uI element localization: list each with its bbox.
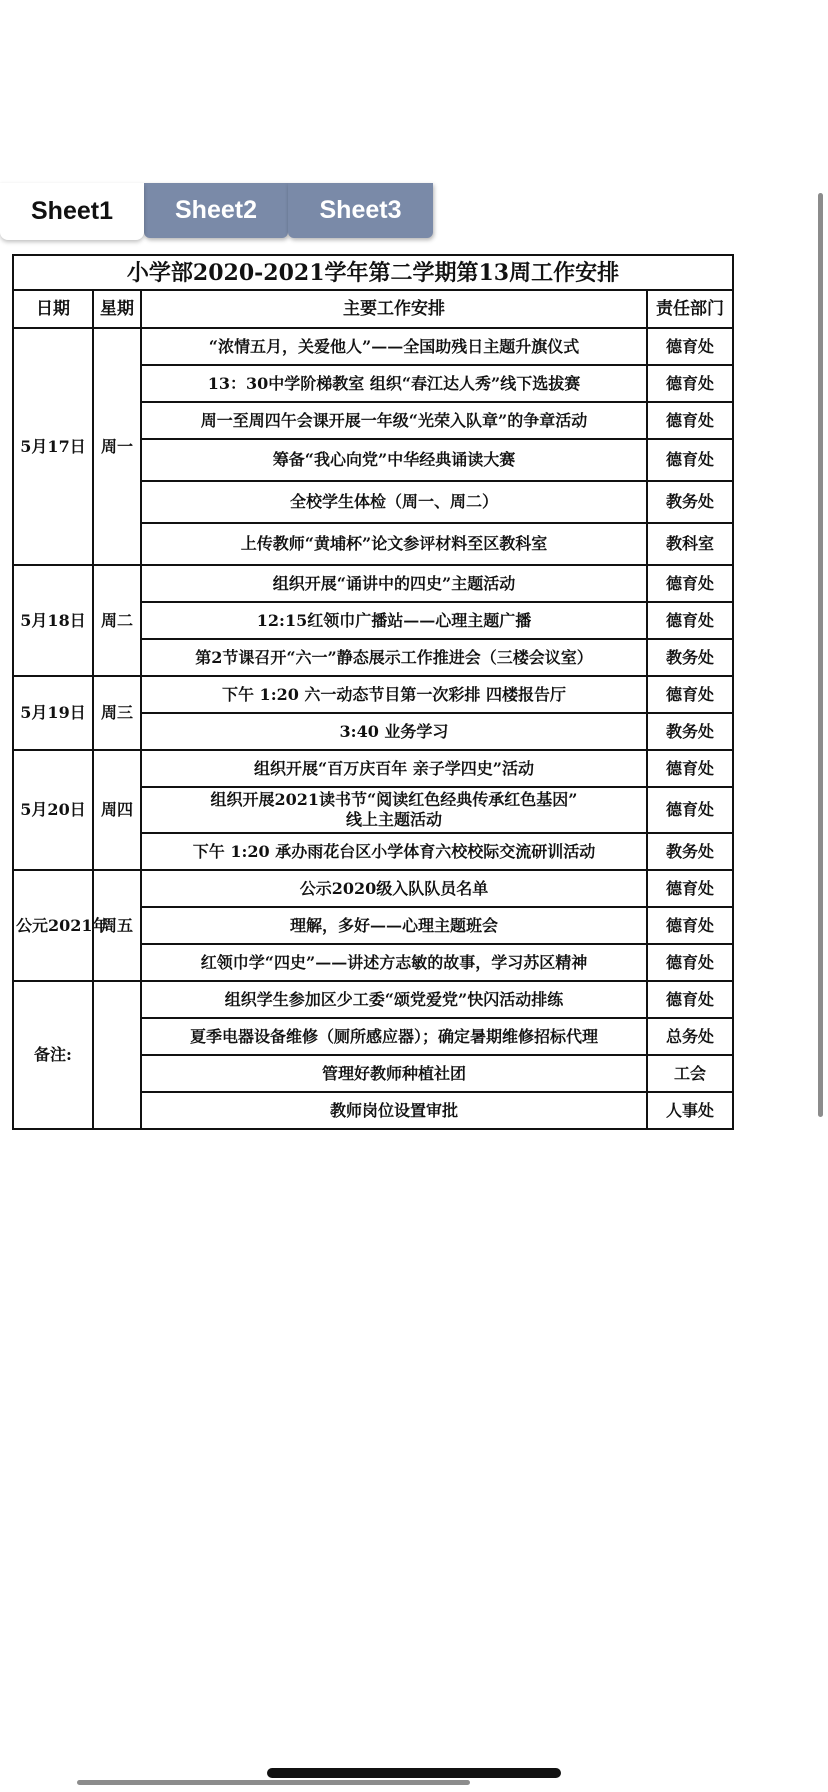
task-text: 红领巾学“四史”——讲述方志敏的故事，学习苏区精神 [200,952,588,972]
weekday-cell[interactable]: 周五 [93,870,141,981]
weekday-cell[interactable]: 周二 [93,565,141,676]
task-cell[interactable] [141,365,647,402]
task-cell[interactable] [141,1018,647,1055]
task-cell[interactable] [141,1092,647,1129]
task-cell[interactable] [141,523,647,565]
task-cell[interactable] [141,750,647,787]
dept-cell[interactable]: 德育处 [647,565,733,602]
dept-cell[interactable]: 德育处 [647,365,733,402]
header-weekday[interactable]: 星期 [93,290,141,328]
date-cell[interactable]: 备注: [13,981,93,1129]
table-row [13,750,733,787]
task-text: 下午 1:20 承办雨花台区小学体育六校校际交流研训活动 [192,841,596,861]
task-text: 周一至周四午会课开展一年级“光荣入队章”的争章活动 [200,410,588,430]
table-row [13,981,733,1018]
dept-cell[interactable]: 教务处 [647,481,733,523]
table-row [13,870,733,907]
date-cell[interactable]: 公元2021年 [13,870,93,981]
dept-cell[interactable]: 德育处 [647,870,733,907]
table-row [13,565,733,602]
task-cell[interactable] [141,639,647,676]
dept-cell[interactable]: 教务处 [647,713,733,750]
dept-cell[interactable]: 德育处 [647,944,733,981]
task-cell[interactable] [141,981,647,1018]
task-cell[interactable] [141,676,647,713]
weekday-cell[interactable] [93,981,141,1129]
task-text: 组织开展“百万庆百年 亲子学四史”活动 [254,758,534,778]
task-text: 上传教师“黄埔杯”论文参评材料至区教科室 [240,534,548,553]
task-cell[interactable] [141,870,647,907]
task-cell[interactable] [141,402,647,439]
schedule-table [12,254,734,1130]
task-text: 公示2020级入队队员名单 [299,878,489,898]
task-text: 第2节课召开“六一”静态展示工作推进会（三楼会议室） [195,647,593,667]
dept-cell[interactable]: 总务处 [647,1018,733,1055]
task-cell[interactable] [141,328,647,365]
dept-cell[interactable]: 德育处 [647,750,733,787]
weekday-cell[interactable]: 周四 [93,750,141,870]
tab-sheet3[interactable]: Sheet3 [288,183,433,238]
dept-cell[interactable]: 德育处 [647,602,733,639]
header-date[interactable]: 日期 [13,290,93,328]
task-text: “浓情五月，关爱他人”——全国助残日主题升旗仪式 [208,336,580,356]
dept-cell[interactable]: 德育处 [647,402,733,439]
date-cell[interactable]: 5月18日 [13,565,93,676]
date-cell[interactable]: 5月17日 [13,328,93,565]
home-indicator[interactable] [267,1768,561,1778]
dept-cell[interactable]: 教务处 [647,833,733,870]
task-cell[interactable] [141,713,647,750]
task-text: 下午 1:20 六一动态节目第一次彩排 四楼报告厅 [221,684,567,704]
header-dept[interactable]: 责任部门 [647,290,733,328]
task-cell[interactable] [141,439,647,481]
task-cell[interactable] [141,944,647,981]
task-text: 教师岗位设置审批 [329,1100,458,1120]
task-cell[interactable] [141,565,647,602]
task-text: 夏季电器设备维修（厕所感应器）；确定暑期维修招标代理 [189,1026,598,1046]
task-text: 组织学生参加区少工委“颂党爱党”快闪活动排练 [224,989,564,1009]
dept-cell[interactable]: 教科室 [647,523,733,565]
spreadsheet [12,254,732,1130]
table-row [13,676,733,713]
task-text: 组织开展“诵讲中的四史”主题活动 [272,573,516,593]
dept-cell[interactable]: 德育处 [647,907,733,944]
task-cell[interactable] [141,602,647,639]
task-cell[interactable] [141,481,647,523]
task-cell[interactable] [141,907,647,944]
task-text: 管理好教师种植社团 [321,1063,466,1083]
dept-cell[interactable]: 工会 [647,1055,733,1092]
dept-cell[interactable]: 德育处 [647,439,733,481]
task-text: 组织开展2021读书节“阅读红色经典传承红色基因” [210,790,578,809]
task-text: 3:40 业务学习 [339,721,449,741]
header-task[interactable]: 主要工作安排 [141,290,647,328]
dept-cell[interactable]: 德育处 [647,676,733,713]
dept-cell[interactable]: 德育处 [647,328,733,365]
task-text: 全校学生体检（周一、周二） [289,492,498,511]
task-text: 筹备“我心向党”中华经典诵读大赛 [272,450,516,469]
date-cell[interactable]: 5月19日 [13,676,93,750]
task-cell[interactable] [141,833,647,870]
task-cell[interactable] [141,1055,647,1092]
vertical-scrollbar[interactable] [818,193,823,1117]
dept-cell[interactable]: 德育处 [647,981,733,1018]
dept-cell[interactable]: 德育处 [647,787,733,833]
tab-sheet1[interactable]: Sheet1 [0,183,144,240]
tab-sheet2[interactable]: Sheet2 [144,183,288,238]
dept-cell[interactable]: 教务处 [647,639,733,676]
task-cell[interactable] [141,787,647,833]
task-text: 12:15红领巾广播站——心理主题广播 [256,610,532,630]
sheet-title[interactable]: 小学部2020-2021学年第二学期第13周工作安排 [13,255,733,290]
horizontal-scrollbar[interactable] [77,1780,470,1785]
sheet-tab-bar [0,183,440,240]
date-cell[interactable]: 5月20日 [13,750,93,870]
table-row [13,328,733,365]
weekday-cell[interactable]: 周一 [93,328,141,565]
weekday-cell[interactable]: 周三 [93,676,141,750]
dept-cell[interactable]: 人事处 [647,1092,733,1129]
task-text: 13：30中学阶梯教室 组织“春江达人秀”线下选拔赛 [207,373,581,393]
task-text: 理解，多好——心理主题班会 [289,915,498,935]
task-text-line2: 线上主题活动 [345,810,442,829]
